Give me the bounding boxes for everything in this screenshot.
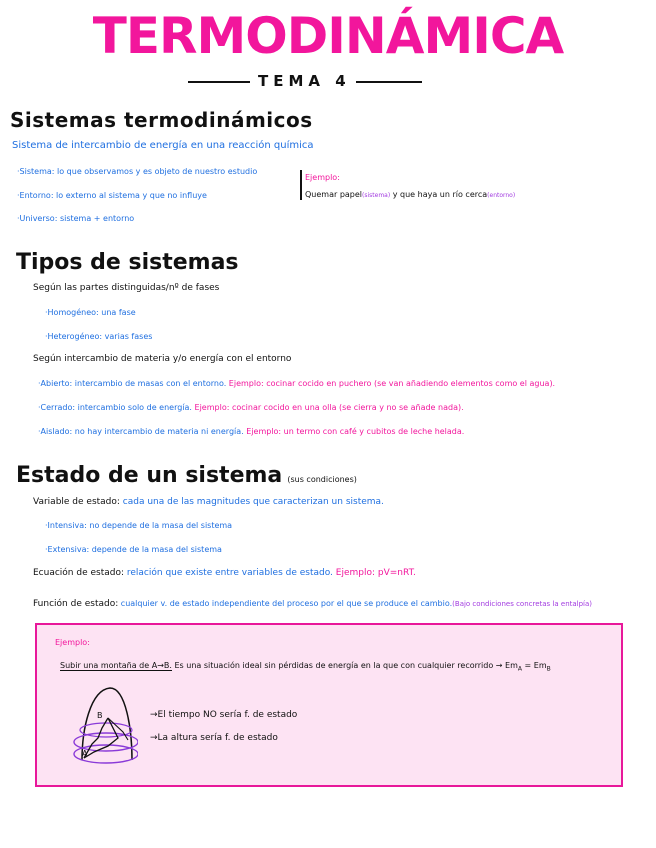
em-sub-b: B	[546, 665, 551, 673]
tipos-aislado	[38, 427, 464, 436]
sistemas-example-text	[305, 190, 515, 199]
funcion-text: cualquier v. de estado independiente del proceso por el que se produce el cambio.	[118, 599, 453, 608]
estado-funcion	[33, 591, 592, 610]
aislado-example: Ejemplo: un termo con café y cubitos de leche helada.	[243, 427, 465, 436]
sistemas-item-universo: ·Universo: sistema + entorno	[17, 214, 135, 223]
example-box-line-1: →El tiempo NO sería f. de estado	[150, 710, 298, 720]
em-sub-a: A	[517, 665, 522, 673]
subtitle-block	[188, 72, 423, 94]
estado-heading-note: (sus condiciones)	[287, 475, 357, 484]
abierto-def: ·Abierto: intercambio de masas con el entorno.	[38, 379, 227, 388]
ecuacion-label: Ecuación de estado:	[33, 568, 125, 578]
example-box-line-2: →La altura sería f. de estado	[150, 733, 278, 743]
mountain-point-b: B	[97, 711, 103, 720]
subtitle: TEMA 4	[258, 72, 351, 90]
example-part-3: y que haya un río cerca	[390, 190, 488, 199]
funcion-note: (Bajo condiciones concretas la entalpía)	[452, 600, 593, 608]
tipos-homogeneo: ·Homogéneo: una fase	[45, 308, 136, 317]
example-box-text: Es una situación ideal sin pérdidas de energía en la que con cualquier recorrido → Em	[171, 661, 518, 670]
mountain-drawing-icon	[68, 680, 138, 770]
example-box-statement	[60, 661, 551, 673]
example-part-2: (sistema)	[362, 192, 391, 199]
cerrado-example: Ejemplo: cocinar cocido en una olla (se cierra y no se añade nada).	[191, 403, 464, 412]
mountain-point-a: A	[82, 749, 88, 758]
subtitle-left-rule	[188, 81, 250, 83]
sistemas-intro: Sistema de intercambio de energía en una reacción química	[12, 140, 314, 151]
section-heading-sistemas: Sistemas termodinámicos	[10, 108, 313, 132]
aislado-def: ·Aislado: no hay intercambio de materia ni energía.	[38, 427, 244, 436]
estado-intensiva: ·Intensiva: no depende de la masa del sistema	[45, 521, 233, 530]
tipos-group2-title: Según intercambio de materia y/o energía con el entorno	[33, 354, 292, 364]
estado-variable	[33, 497, 384, 507]
funcion-label: Función de estado:	[33, 599, 119, 609]
tipos-heterogeneo: ·Heterogéneo: varias fases	[45, 332, 153, 341]
tipos-abierto	[38, 379, 555, 388]
example-box-label: Ejemplo:	[55, 638, 90, 647]
example-part-4: (entorno)	[487, 192, 516, 199]
em-equals: = Em	[522, 661, 547, 670]
page-title: TERMODINÁMICA	[92, 7, 564, 65]
variable-label: Variable de estado:	[33, 497, 120, 507]
sistemas-item-entorno: ·Entorno: lo externo al sistema y que no influye	[17, 191, 207, 200]
tipos-cerrado	[38, 403, 464, 412]
example-box-underlined: Subir una montaña de A→B.	[60, 661, 172, 670]
example-bracket	[300, 170, 302, 200]
subtitle-right-rule	[356, 81, 422, 83]
estado-extensiva: ·Extensiva: depende de la masa del sistema	[45, 545, 222, 554]
cerrado-def: ·Cerrado: intercambio solo de energía.	[38, 403, 192, 412]
abierto-example: Ejemplo: cocinar cocido en puchero (se van añadiendo elementos como el agua).	[226, 379, 556, 388]
variable-text: cada una de las magnitudes que caracterizan un sistema.	[119, 497, 384, 507]
ecuacion-text: relación que existe entre variables de estado.	[124, 568, 333, 578]
example-part-1: Quemar papel	[305, 190, 363, 199]
estado-heading-text: Estado de un sistema	[16, 463, 283, 488]
sistemas-example-label: Ejemplo:	[305, 173, 340, 182]
estado-ecuacion	[33, 568, 416, 578]
section-heading-tipos: Tipos de sistemas	[16, 250, 239, 275]
ecuacion-example: Ejemplo: pV=nRT.	[332, 568, 416, 578]
section-heading-estado	[16, 463, 357, 488]
sistemas-item-sistema: ·Sistema: lo que observamos y es objeto de nuestro estudio	[17, 167, 258, 176]
tipos-group1-title: Según las partes distinguidas/nº de fases	[33, 283, 220, 293]
